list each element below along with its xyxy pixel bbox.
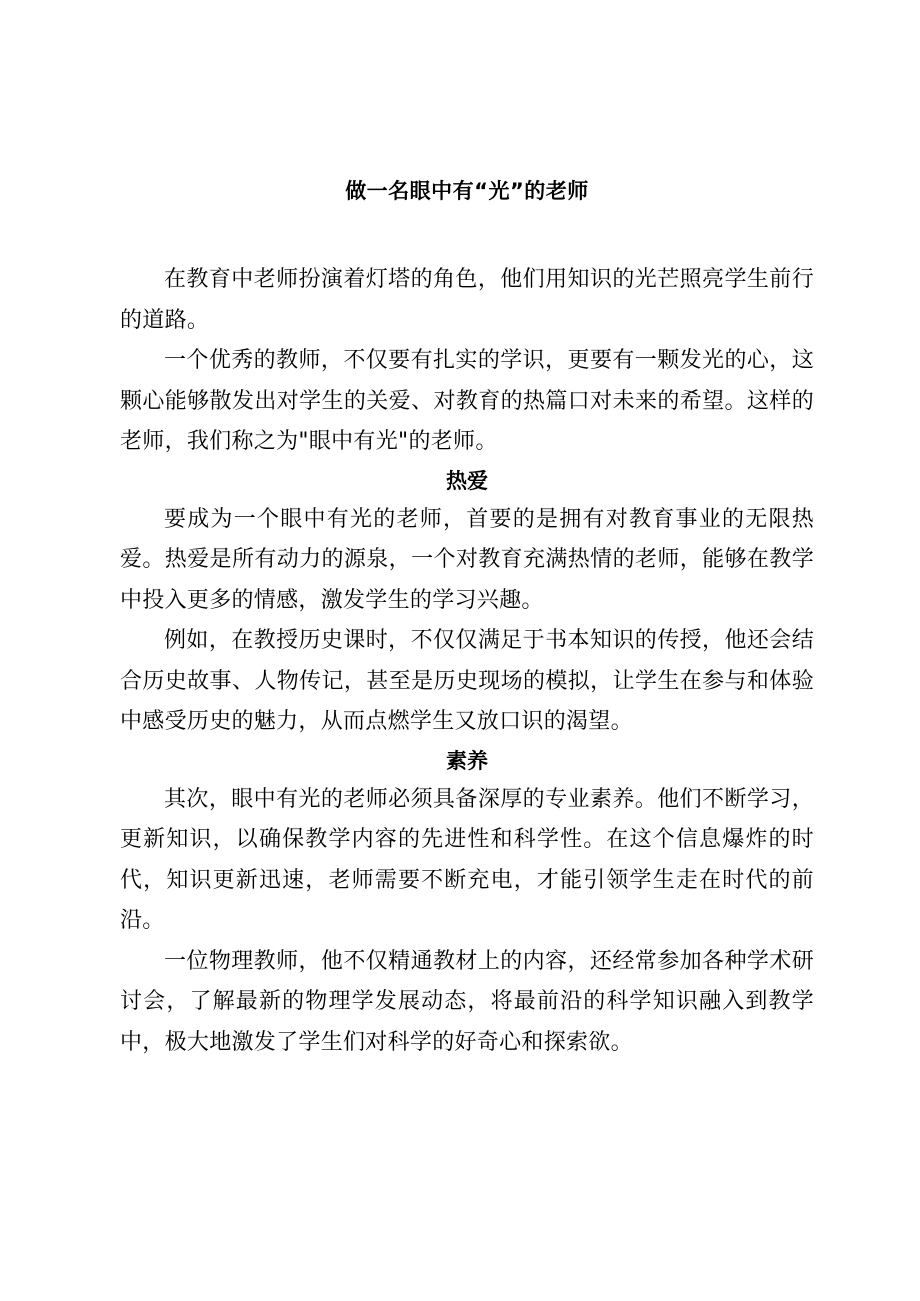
literacy-paragraph-1: 其次，眼中有光的老师必须具备深厚的专业素养。他们不断学习，更新知识，以确保教学内容的先进性和科学性。在这个信息爆炸的时代，知识更新迅速，老师需要不断充电，才能引领学生走在时代的前沿。 [120, 786, 814, 933]
intro-paragraph-1: 在教育中老师扮演着灯塔的角色，他们用知识的光芒照亮学生前行的道路。 [120, 267, 814, 333]
literacy-paragraph-2: 一位物理教师，他不仅精通教材上的内容，还经常参加各种学术研讨会，了解最新的物理学发展动态，将最前沿的科学知识融入到教学中，极大地激发了学生们对科学的好奇心和探索欲。 [120, 948, 814, 1055]
section-heading-passion: 热爱 [446, 468, 488, 493]
section-heading-literacy: 素养 [446, 748, 488, 773]
document-body [120, 170, 814, 1063]
document-title: 做一名眼中有“光”的老师 [345, 179, 589, 203]
passion-paragraph-2: 例如，在教授历史课时，不仅仅满足于书本知识的传授，他还会结合历史故事、人物传记，甚至是历史现场的模拟，让学生在参与和体验中感受历史的魅力，从而点燃学生又放口识的渴望。 [120, 628, 814, 734]
passion-paragraph-1: 要成为一个眼中有光的老师，首要的是拥有对教育事业的无限热爱。热爱是所有动力的源泉，一个对教育充满热情的老师，能够在教学中投入更多的情感，激发学生的学习兴趣。 [120, 506, 814, 613]
intro-paragraph-2: 一个优秀的教师，不仅要有扎实的学识，更要有一颗发光的心，这颗心能够散发出对学生的关爱、对教育的热篇口对未来的希望。这样的老师，我们称之为"眼中有光"的老师。 [120, 348, 814, 454]
